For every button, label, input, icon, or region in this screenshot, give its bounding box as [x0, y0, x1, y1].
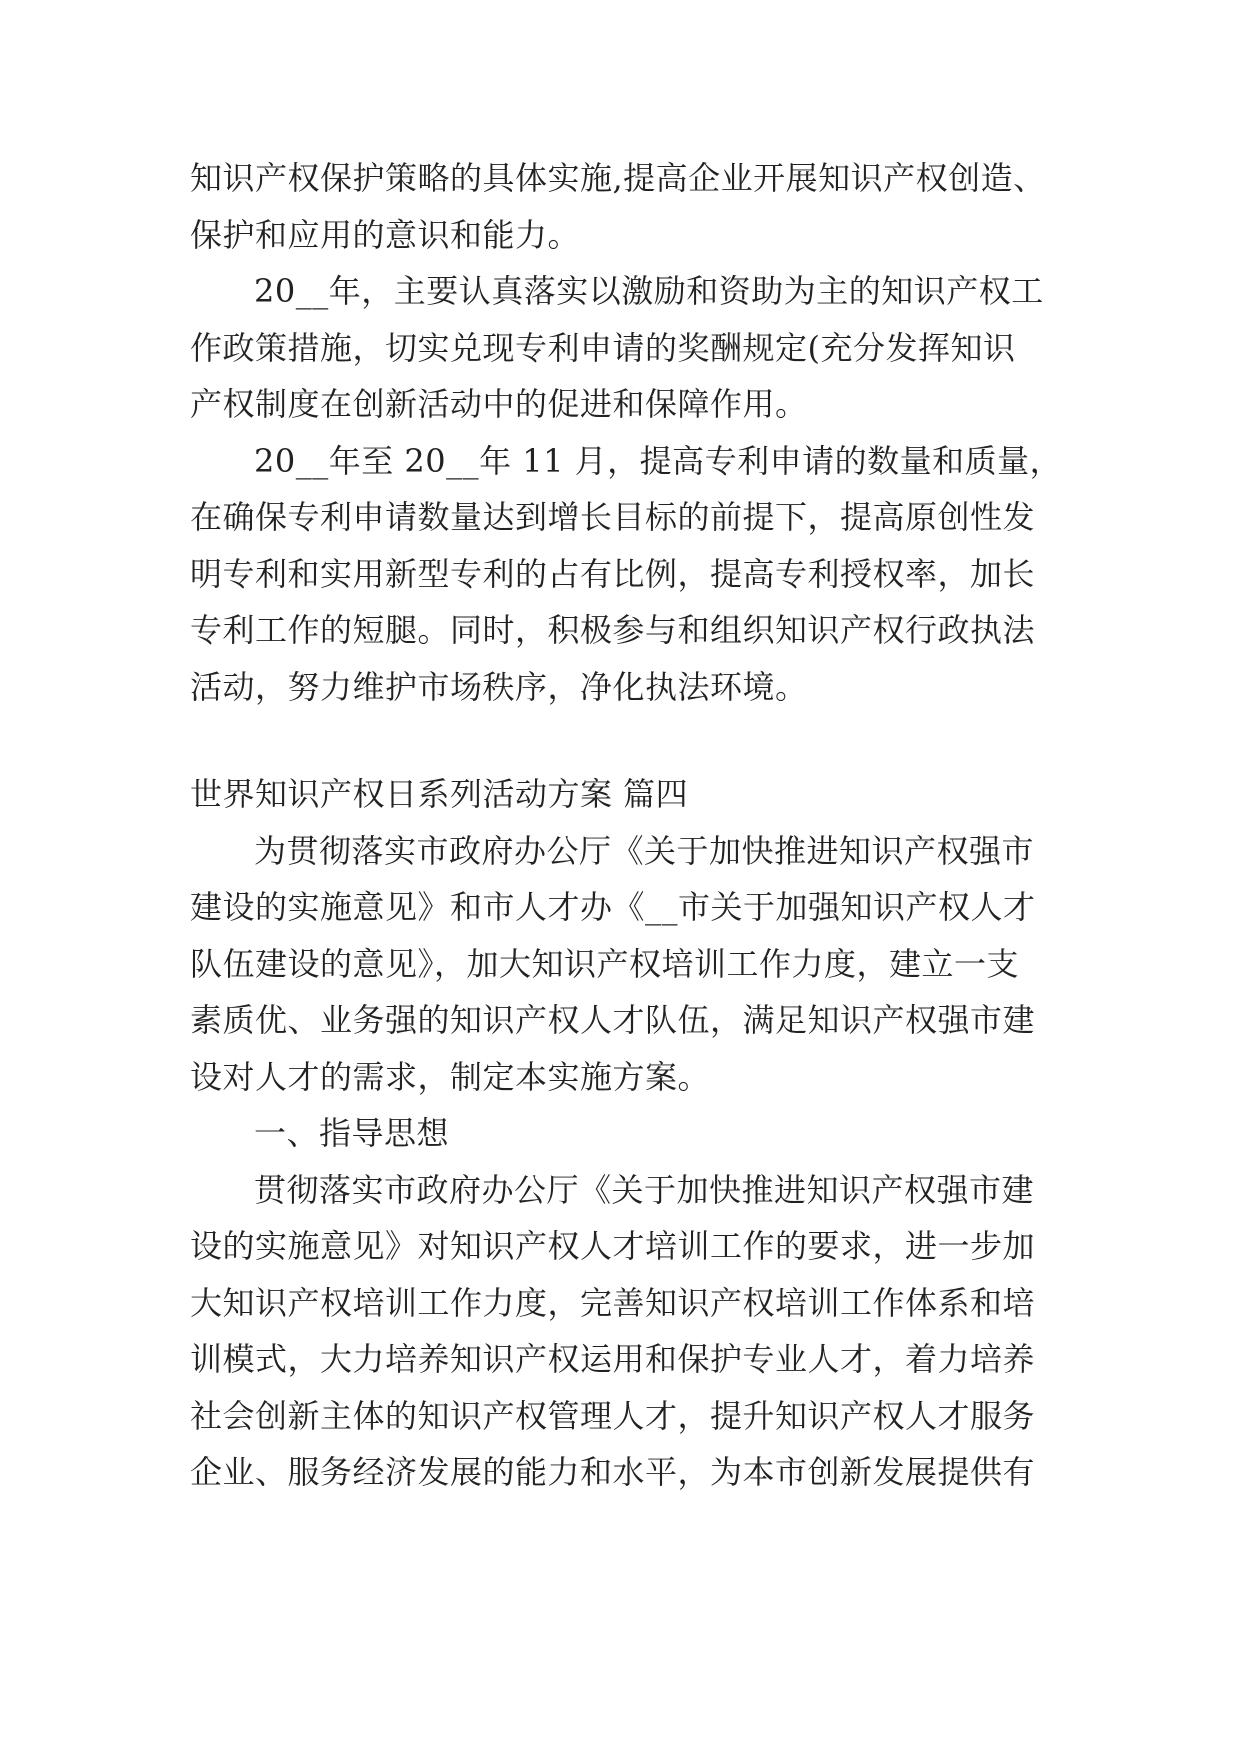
paragraph-line: 建设的实施意见》和市人才办《__市关于加强知识产权人才: [190, 888, 1036, 926]
paragraph-line: 活动，努力维护市场秩序，净化执法环境。: [190, 667, 808, 706]
section-heading: [190, 766, 1090, 823]
paragraph-line: 20__年，主要认真落实以激励和资助为主的知识产权工: [254, 272, 1044, 310]
paragraph-line: 企业、服务经济发展的能力和水平，为本市创新发展提供有: [190, 1453, 1036, 1491]
paragraph-line: 知识产权保护策略的具体实施,提高企业开展知识产权创造、: [190, 159, 1046, 197]
paragraph-line: 在确保专利申请数量达到增长目标的前提下，提高原创性发: [190, 498, 1036, 536]
paragraph-line: 队伍建设的意见》，加大知识产权培训工作力度，建立一支: [190, 944, 1020, 983]
paragraph-line: 20__年至 20__年 11 月，提高专利申请的数量和质量，: [254, 441, 1063, 480]
paragraph-2: [190, 263, 1090, 433]
paragraph-line: 专利工作的短腿。同时，积极参与和组织知识产权行政执法: [190, 611, 1036, 649]
paragraph-line: 贯彻落实市政府办公厅《关于加快推进知识产权强市建: [254, 1170, 1035, 1209]
paragraph-line: 作政策措施，切实兑现专利申请的奖酬规定(充分发挥知识: [190, 328, 1016, 367]
paragraph-line: 产权制度在创新活动中的促进和保障作用。: [190, 385, 808, 423]
document-body: [190, 150, 1090, 1501]
paragraph-line: 保护和应用的意识和能力。: [190, 215, 581, 254]
section-heading-text: 世界知识产权日系列活动方案 篇四: [190, 775, 689, 813]
paragraph-line: 明专利和实用新型专利的占有比例，提高专利授权率，加长: [190, 554, 1036, 593]
paragraph-3: [190, 433, 1090, 716]
paragraph-line: 训模式，大力培养知识产权运用和保护专业人才，着力培养: [190, 1340, 1036, 1378]
paragraph-line: 为贯彻落实市政府办公厅《关于加快推进知识产权强市: [254, 831, 1035, 870]
paragraph-line: 大知识产权培训工作力度，完善知识产权培训工作体系和培: [190, 1283, 1036, 1322]
subsection-heading: [190, 1105, 1090, 1162]
paragraph-5: [190, 1162, 1090, 1501]
subsection-heading-text: 一、指导思想: [254, 1114, 450, 1152]
paragraph-4: [190, 823, 1090, 1106]
paragraph-1: [190, 150, 1090, 263]
paragraph-line: 设对人才的需求，制定本实施方案。: [190, 1057, 711, 1096]
paragraph-line: 素质优、业务强的知识产权人才队伍，满足知识产权强市建: [190, 1001, 1036, 1039]
paragraph-line: 设的实施意见》对知识产权人才培训工作的要求，进一步加: [190, 1227, 1036, 1265]
paragraph-line: 社会创新主体的知识产权管理人才，提升知识产权人才服务: [190, 1396, 1036, 1435]
